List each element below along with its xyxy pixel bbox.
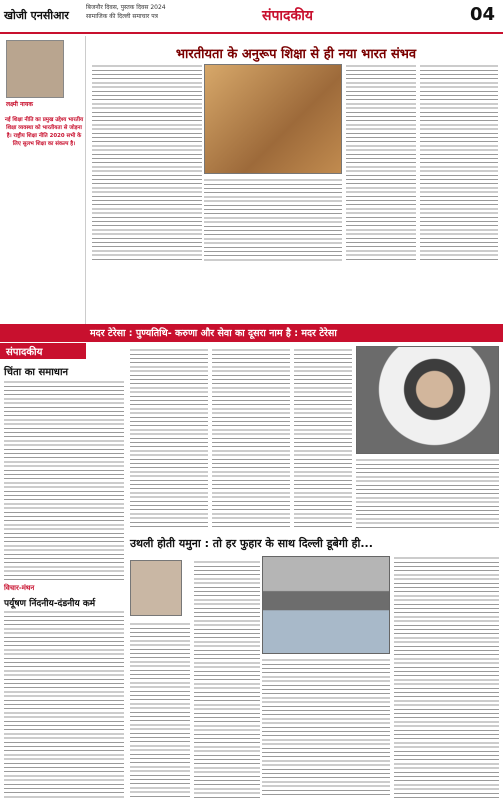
section-title: संपादकीय <box>262 8 313 24</box>
opinion-body <box>4 610 124 798</box>
article-column <box>420 64 498 262</box>
edition-info <box>86 3 246 31</box>
article-column <box>212 348 290 528</box>
editorial-headline: चिंता का समाधान <box>4 367 69 378</box>
edition-line-1: बिजनौर दिवस, पुस्तक दिवस 2024 <box>86 4 166 11</box>
teresa-headline: मदर टेरेसा : पुण्यतिथि- करुणा और सेवा का दूसरा नाम है : मदर टेरेसा <box>90 328 337 339</box>
article-column <box>130 348 208 528</box>
article-column <box>394 556 499 798</box>
pull-quote: नई शिक्षा नीति का प्रमुख उद्देश्य भारतीय शिक्षा व्यवस्था को भारतीयता से जोड़ना है। राष्ट्रीय शिक्षा नीति 2020 सभी के लिए सुलभ शिक्षा का संकल्प है। <box>4 117 84 147</box>
teresa-photo <box>356 346 499 454</box>
article-image <box>204 64 342 174</box>
editorial-body <box>4 380 124 580</box>
author-name: लक्ष्मी नायक <box>6 101 33 108</box>
editorial-label: संपादकीय <box>6 347 43 358</box>
article-column <box>262 658 390 798</box>
page-number: 04 <box>470 4 496 25</box>
yamuna-headline: उथली होती यमुना : तो हर फुहार के साथ दिल्ली डूबेगी ही... <box>130 537 373 550</box>
article-column <box>356 458 499 528</box>
article-column <box>130 622 190 798</box>
main-headline: भारतीयता के अनुरूप शिक्षा से ही नया भारत संभव <box>175 47 417 62</box>
article-column <box>204 178 342 262</box>
masthead-logo: खोजी एनसीआर <box>4 9 69 22</box>
flood-photo <box>262 556 390 654</box>
opinion-headline: पर्यूषण निंदनीय-दंडनीय कर्म <box>4 599 96 609</box>
edition-line-2: सामाजिक की दिल्ली समाचार पत्र <box>86 13 158 20</box>
article-column <box>194 560 260 798</box>
author-photo <box>130 560 182 616</box>
article-column <box>92 64 202 262</box>
article-column <box>294 348 352 528</box>
opinion-label: विचार-मंथन <box>4 584 35 592</box>
article-column <box>346 64 416 262</box>
author-photo <box>6 40 64 98</box>
